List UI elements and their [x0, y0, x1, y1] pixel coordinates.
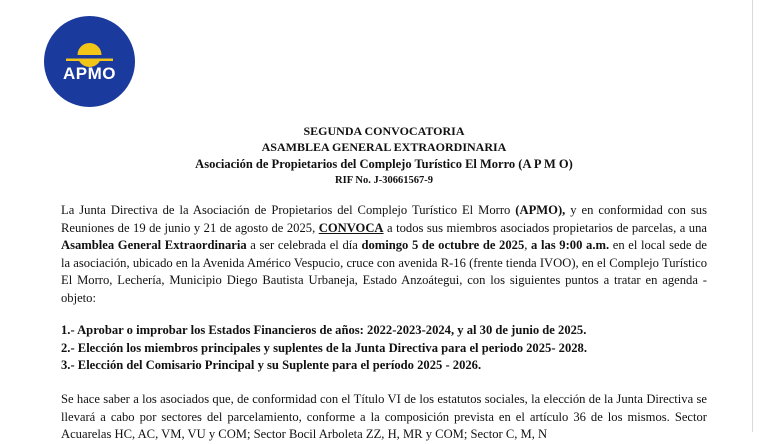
heading-convocatoria: SEGUNDA CONVOCATORIA [303, 124, 465, 138]
paragraph-bold-time: a las 9:00 a.m. [531, 238, 610, 253]
heading-asociacion: Asociación de Propietarios del Complejo Turístico El Morro (A P M O) [195, 157, 573, 171]
page-edge-line [752, 0, 753, 432]
apmo-logo [44, 16, 135, 107]
paragraph-text: a todos sus miembros asociados propietarios de parcelas, a una [383, 220, 707, 235]
document-heading [0, 123, 768, 189]
heading-asamblea: ASAMBLEA GENERAL EXTRAORDINARIA [261, 140, 507, 154]
paragraph-text: , [524, 238, 532, 253]
paragraph-bold-date: domingo 5 de octubre de 2025 [361, 238, 525, 253]
convocation-paragraph [61, 202, 707, 308]
agenda-item: 2.- Elección los miembros principales y suplentes de la Junta Directiva para el periodo 2025- 2028. [61, 340, 588, 355]
paragraph-bold-convoca: CONVOCA [318, 220, 384, 235]
agenda-list [61, 322, 721, 375]
logo-text: APMO [63, 64, 116, 83]
agenda-item: 3.- Elección del Comisario Principal y su Suplente para el período 2025 - 2026. [61, 358, 482, 373]
paragraph-text: a ser celebrada el día [246, 238, 362, 253]
paragraph-text: en el local sede de la asociación, ubicado en la Avenida Américo Vespucio, cruce con avenida R-16 (frente tienda IVOO), en el Complejo Turístico El Morro, Lechería, Municipio Diego Bautista Urbaneja, Estado Anzoátegui, con los siguientes puntos a tratar en agenda - objeto: [61, 238, 708, 305]
logo-emblem [44, 16, 135, 107]
election-paragraph: Se hace saber a los asociados que, de conformidad con el Título VI de los estatutos sociales, la elección de la Junta Directiva se llevará a cabo por sectores del parcelamiento, conforme a la composición prevista en el artículo 36 de los mismos. Sector Acuarelas HC, AC, VM, VU y COM; Sector Bocil Arboleta ZZ, H, MR y COM; Sector C, M, N [61, 392, 707, 442]
paragraph-text: La Junta Directiva de la Asociación de Propietarios del Complejo Turístico El Morro [61, 203, 516, 217]
heading-rif: RIF No. J-30661567-9 [335, 175, 433, 186]
paragraph-bold-apmo: (APMO), [515, 203, 566, 217]
paragraph-bold-asamblea: Asamblea General Extraordinaria [61, 238, 247, 253]
paragraph-text: y en conformidad con sus Reuniones de 19 de junio y 21 de agosto de 2025, [61, 203, 707, 235]
agenda-item: 1.- Aprobar o improbar los Estados Financieros de años: 2022-2023-2024, y al 30 de junio de 2025. [61, 323, 587, 337]
